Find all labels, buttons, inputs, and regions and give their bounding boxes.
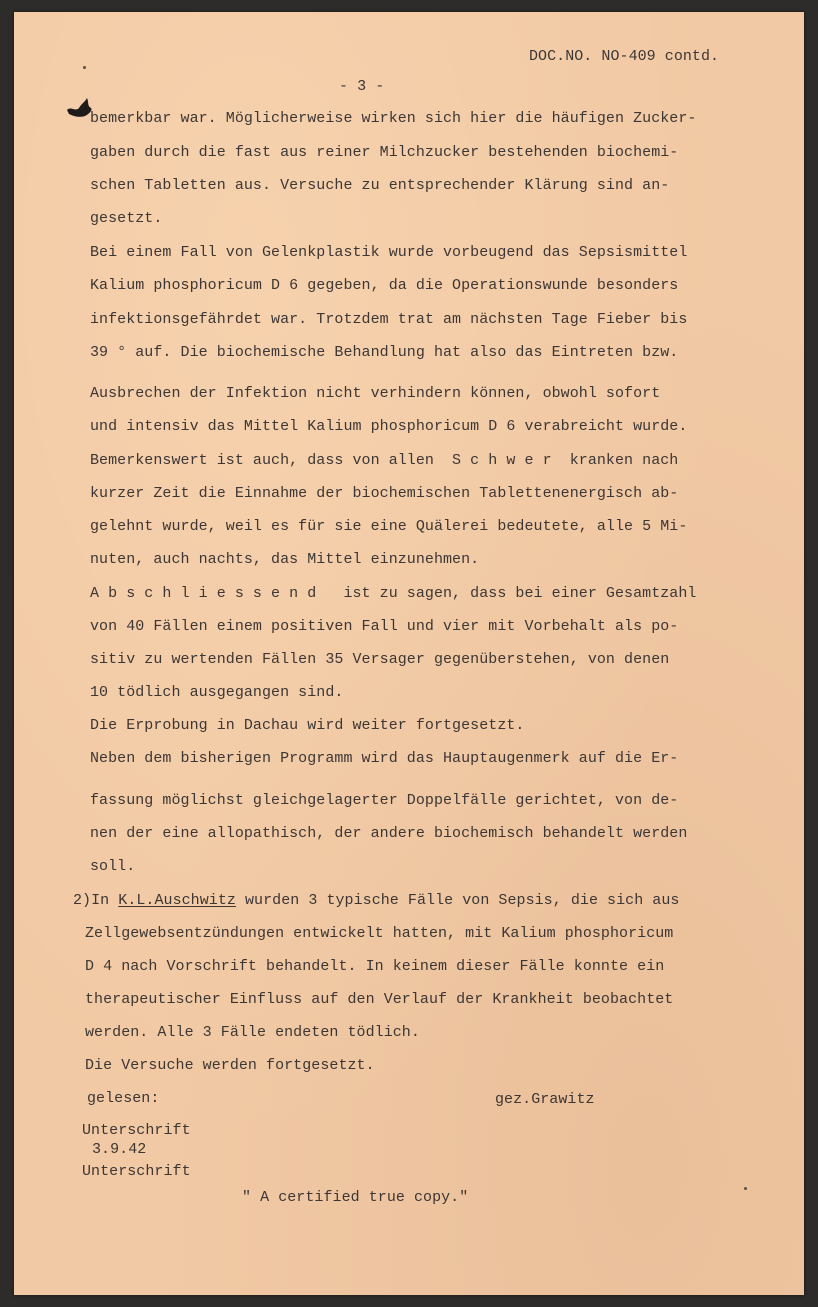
body-line: soll. [90, 858, 136, 875]
body-line: von 40 Fällen einem positiven Fall und vier mit Vorbehalt als po- [90, 618, 679, 635]
ink-speck [744, 1187, 747, 1190]
body-line: Zellgewebsentzündungen entwickelt hatten, mit Kalium phosphoricum [85, 925, 674, 942]
section-marker: 2) [73, 892, 92, 909]
body-line: infektionsgefährdet war. Trotzdem trat am nächsten Tage Fieber bis [90, 311, 688, 328]
body-line: nen der eine allopathisch, der andere biochemisch behandelt werden [90, 825, 688, 842]
signature-date: 3.9.42 [92, 1141, 147, 1158]
body-line: gaben durch die fast aus reiner Milchzucker bestehenden biochemi- [90, 144, 679, 161]
ink-speck [83, 66, 86, 69]
body-line: 10 tödlich ausgegangen sind. [90, 684, 344, 701]
section-lead: In [91, 892, 119, 909]
section-2-first-line [73, 892, 679, 910]
body-line: Ausbrechen der Infektion nicht verhindern können, obwohl sofort [90, 385, 661, 402]
body-line: therapeutischer Einfluss auf den Verlauf der Krankheit beobachtet [85, 991, 674, 1008]
body-line: D 4 nach Vorschrift behandelt. In keinem dieser Fälle konnte ein [85, 958, 665, 975]
body-line: gesetzt. [90, 210, 163, 227]
body-line: nuten, auch nachts, das Mittel einzunehmen. [90, 551, 480, 568]
body-line: bemerkbar war. Möglicherweise wirken sich hier die häufigen Zucker- [90, 110, 697, 127]
body-line: kurzer Zeit die Einnahme der biochemischen Tablettenenergisch ab- [90, 485, 679, 502]
signature-line-1: Unterschrift [82, 1122, 191, 1139]
body-line: gelehnt wurde, weil es für sie eine Quälerei bedeutete, alle 5 Mi- [90, 518, 688, 535]
body-line: sitiv zu wertenden Fällen 35 Versager gegenüberstehen, von denen [90, 651, 670, 668]
doc-number: DOC.NO. NO-409 contd. [529, 48, 720, 65]
body-line: A b s c h l i e s s e n d ist zu sagen, dass bei einer Gesamtzahl [90, 585, 697, 602]
page-number: - 3 - [339, 78, 385, 95]
body-line: und intensiv das Mittel Kalium phosphoricum D 6 verabreicht wurde. [90, 418, 688, 435]
body-line: Die Erprobung in Dachau wird weiter fortgesetzt. [90, 717, 525, 734]
body-line: Bemerkenswert ist auch, dass von allen S c h w e r kranken nach [90, 452, 679, 469]
body-line: Bei einem Fall von Gelenkplastik wurde vorbeugend das Sepsismittel [90, 244, 688, 261]
signature-line-2: Unterschrift [82, 1163, 191, 1180]
body-line: schen Tabletten aus. Versuche zu entsprechender Klärung sind an- [90, 177, 670, 194]
signed-by: gez.Grawitz [495, 1091, 595, 1108]
body-line: werden. Alle 3 Fälle endeten tödlich. [85, 1024, 420, 1041]
body-line: Neben dem bisherigen Programm wird das Hauptaugenmerk auf die Er- [90, 750, 679, 767]
document-page [14, 12, 804, 1295]
body-line: Die Versuche werden fortgesetzt. [85, 1057, 375, 1074]
certification-note: " A certified true copy." [242, 1189, 469, 1206]
camp-name: K.L.Auschwitz [118, 892, 236, 909]
read-label: gelesen: [87, 1090, 160, 1107]
body-line: Kalium phosphoricum D 6 gegeben, da die Operationswunde besonders [90, 277, 679, 294]
body-line: 39 ° auf. Die biochemische Behandlung hat also das Eintreten bzw. [90, 344, 679, 361]
section-rest: wurden 3 typische Fälle von Sepsis, die sich aus [235, 892, 680, 909]
body-line: fassung möglichst gleichgelagerter Doppelfälle gerichtet, von de- [90, 792, 679, 809]
